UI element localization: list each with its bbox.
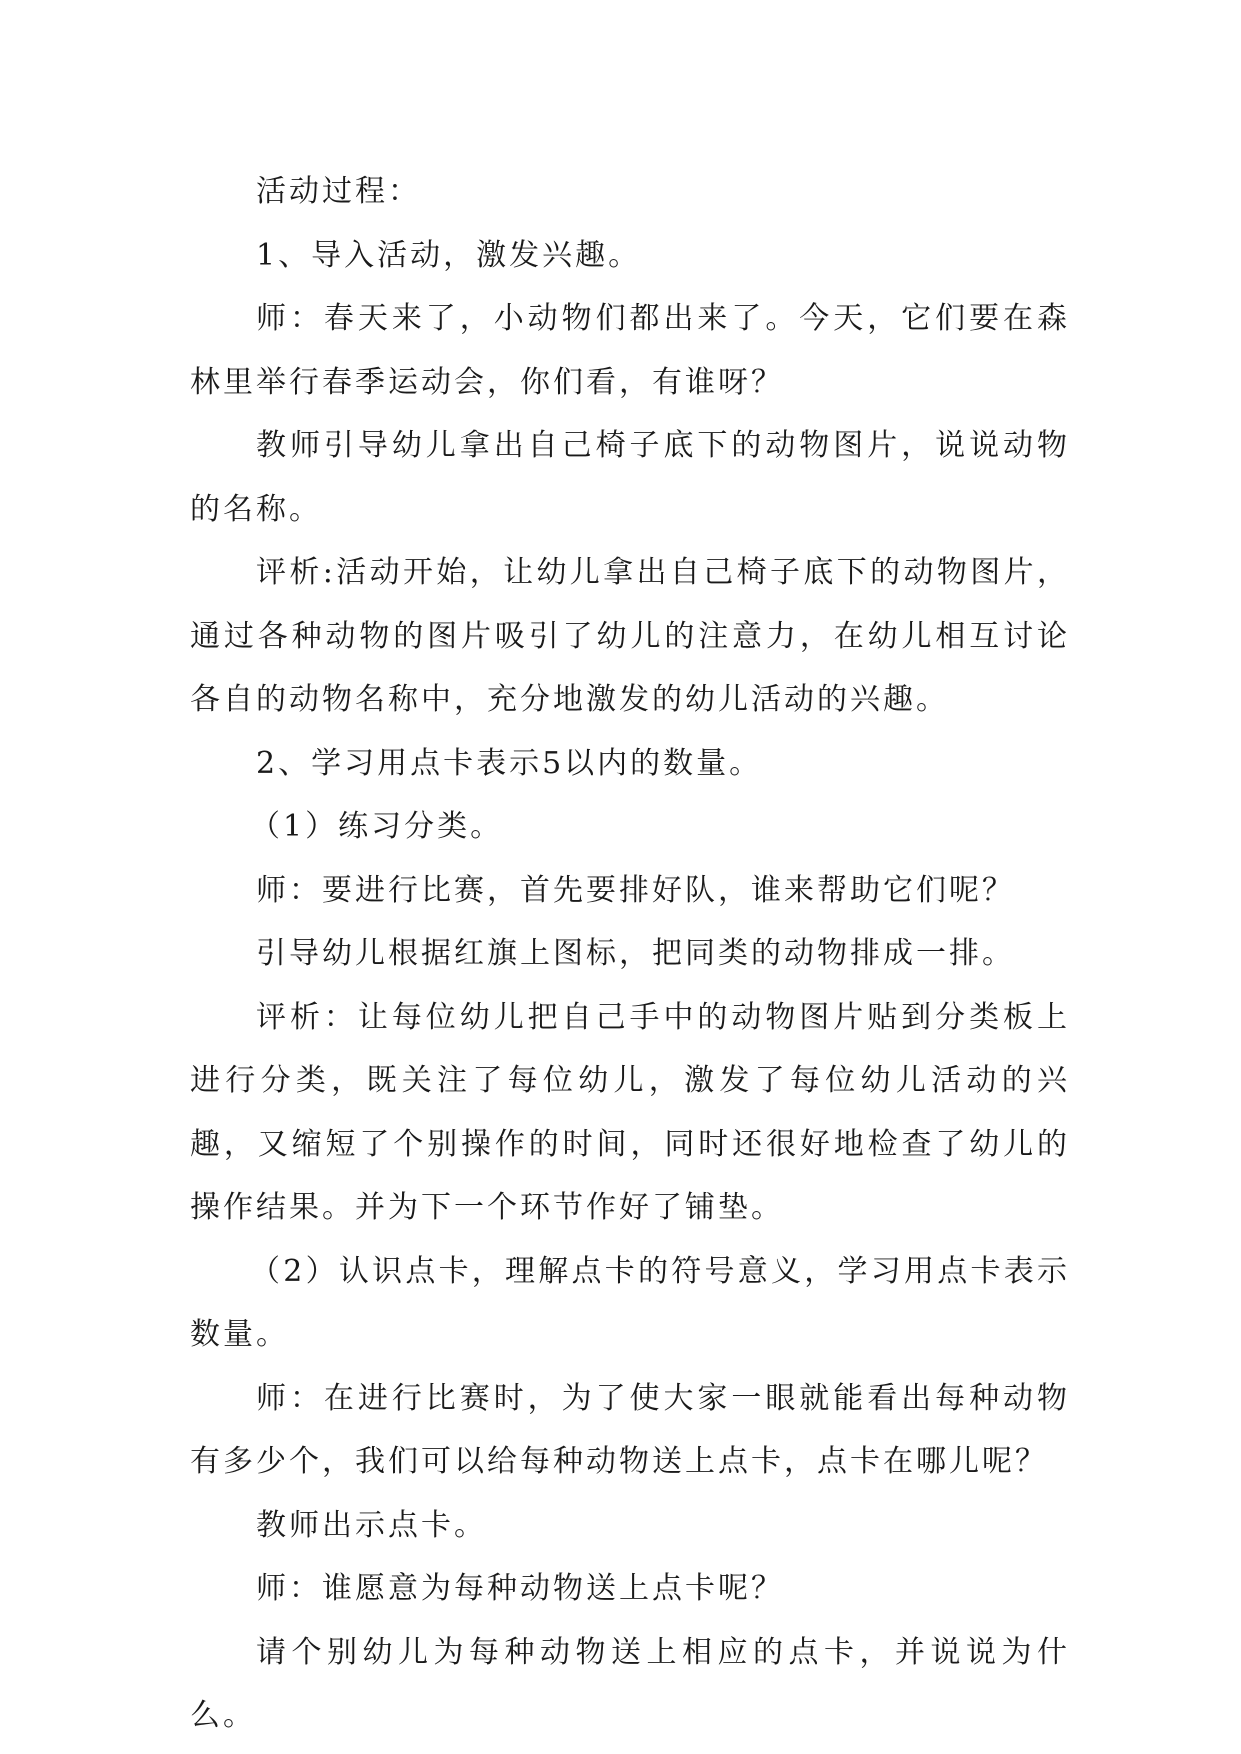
substep-heading-2: （2）认识点卡，理解点卡的符号意义，学习用点卡表示数量。 [190,1253,1070,1352]
teacher-dialogue-paragraph: 师：在进行比赛时，为了使大家一眼就能看出每种动物有多少个，我们可以给每种动物送上点卡，点卡在哪儿呢？ [190,1380,1070,1479]
instruction-paragraph: 教师引导幼儿拿出自己椅子底下的动物图片，说说动物的名称。 [190,428,1070,527]
section-heading-activity-process: 活动过程： [256,174,421,209]
analysis-paragraph: 评析:活动开始，让幼儿拿出自己椅子底下的动物图片，通过各种动物的图片吸引了幼儿的注意力，在幼儿相互讨论各自的动物名称中，充分地激发的幼儿活动的兴趣。 [190,555,1070,717]
analysis-paragraph: 评析：让每位幼儿把自己手中的动物图片贴到分类板上进行分类，既关注了每位幼儿，激发了每位幼儿活动的兴趣，又缩短了个别操作的时间，同时还很好地检查了幼儿的操作结果。并为下一个环节作好了铺垫。 [190,999,1070,1225]
document-body [190,160,1070,1748]
instruction-paragraph: 请个别幼儿为每种动物送上相应的点卡，并说说为什么。 [190,1634,1070,1733]
teacher-dialogue-paragraph: 师：春天来了，小动物们都出来了。今天，它们要在森林里举行春季运动会，你们看，有谁呀？ [190,301,1070,400]
instruction-paragraph: 引导幼儿根据红旗上图标，把同类的动物排成一排。 [256,936,1015,971]
step-heading-1: 1、导入活动，激发兴趣。 [256,237,642,273]
step-heading-2: 2、学习用点卡表示5以内的数量。 [256,745,763,781]
substep-heading-1: （1）练习分类。 [250,809,504,844]
teacher-dialogue-paragraph: 师：要进行比赛，首先要排好队，谁来帮助它们呢？ [256,872,1015,908]
teacher-dialogue-paragraph: 师：谁愿意为每种动物送上点卡呢？ [256,1571,784,1606]
instruction-paragraph: 教师出示点卡。 [256,1507,487,1543]
